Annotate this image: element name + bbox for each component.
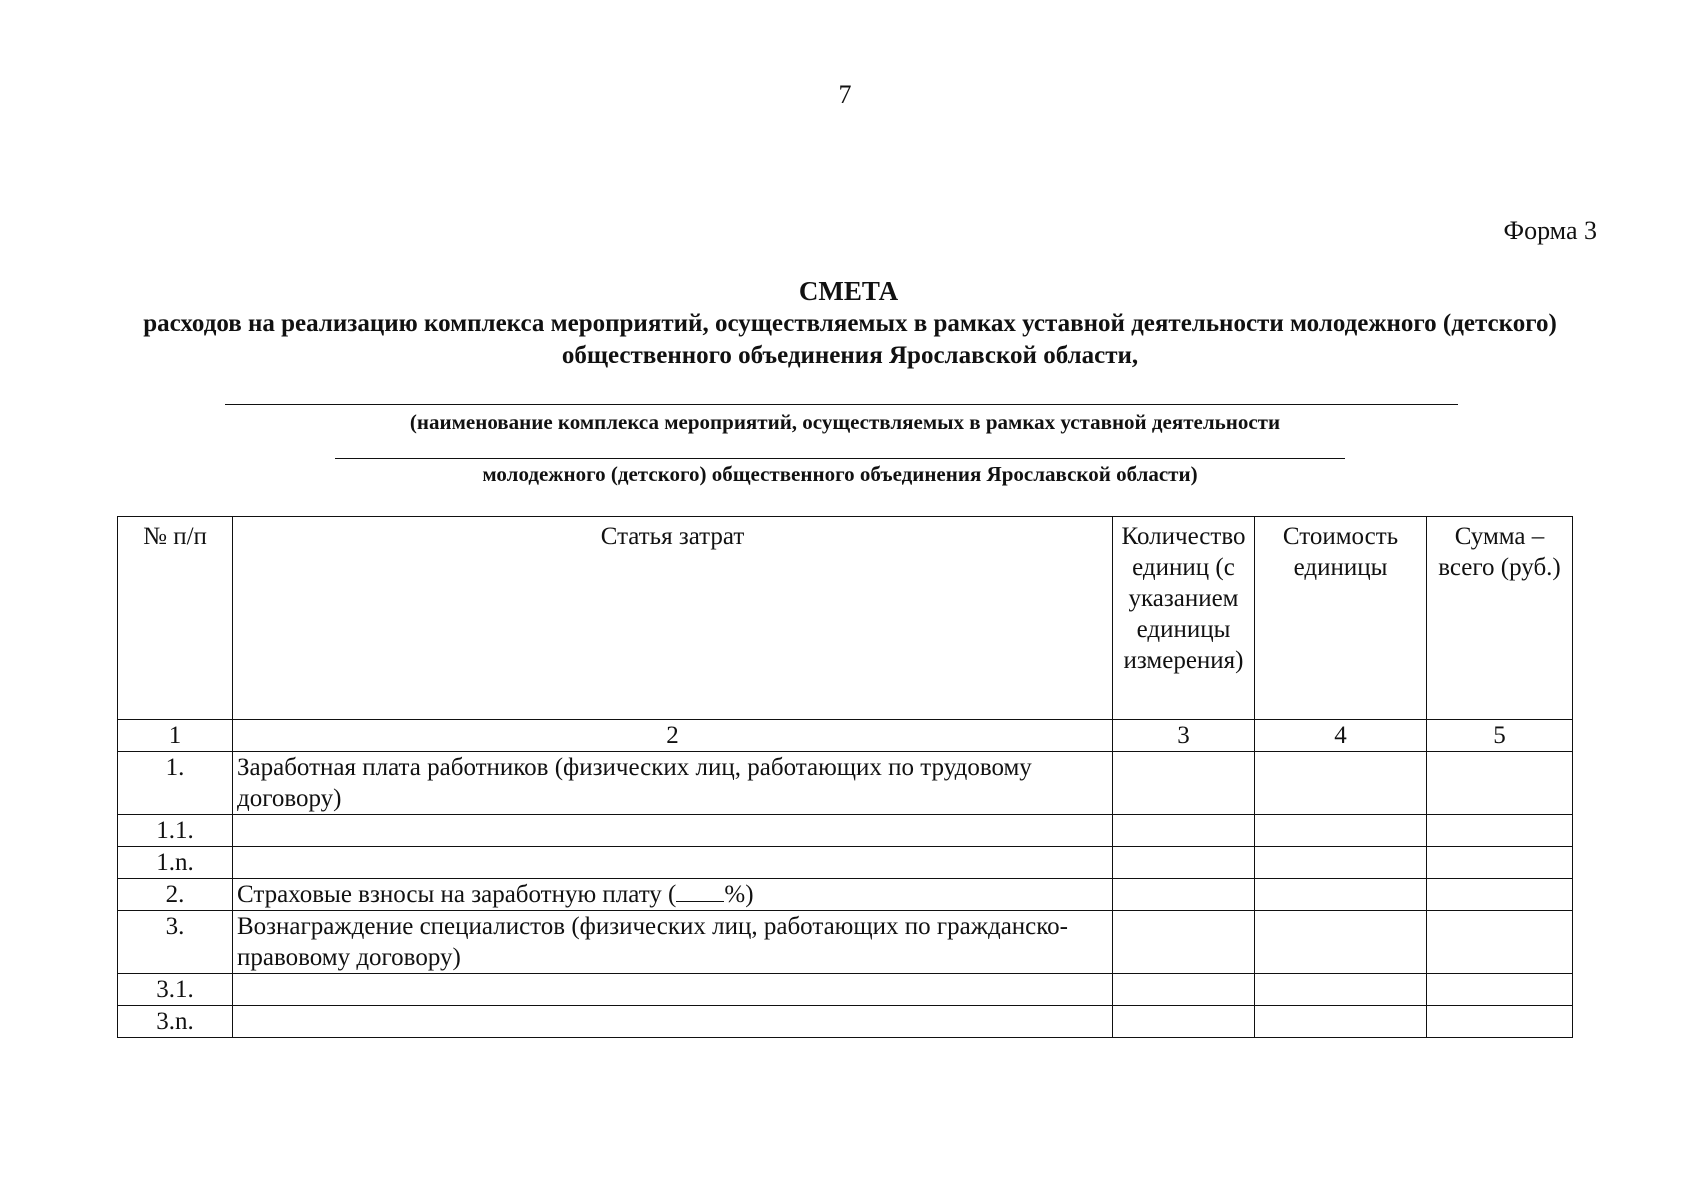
row-unit-cost-cell xyxy=(1255,911,1427,974)
row-number: 1.n. xyxy=(118,847,233,879)
row-number: 2. xyxy=(118,879,233,911)
table-row xyxy=(118,815,1573,847)
row-total-cell xyxy=(1427,815,1573,847)
estimate-table xyxy=(117,516,1573,1038)
row-cost-item: Заработная плата работников (физических лиц, работающих по трудовому договору) xyxy=(233,752,1113,815)
row-total-cell xyxy=(1427,752,1573,815)
row-total-cell xyxy=(1427,1006,1573,1038)
row-unit-cost-cell xyxy=(1255,974,1427,1006)
row-cost-item xyxy=(233,815,1113,847)
row-number: 1.1. xyxy=(118,815,233,847)
row-quantity-cell xyxy=(1113,815,1255,847)
header-total: Сумма – всего (руб.) xyxy=(1427,517,1573,720)
row-total-cell xyxy=(1427,974,1573,1006)
row-unit-cost-cell xyxy=(1255,1006,1427,1038)
row-cost-item xyxy=(233,879,1113,911)
row-quantity-cell xyxy=(1113,911,1255,974)
table-row xyxy=(118,1006,1573,1038)
insurance-text-before: Страховые взносы на заработную плату ( xyxy=(237,881,677,908)
document-subtitle: расходов на реализацию комплекса мероприятий, осуществляемых в рамках уставной деятельности молодежного (детского) общественного объединения Ярославской области, xyxy=(143,310,1557,369)
row-number: 3.1. xyxy=(118,974,233,1006)
row-quantity-cell xyxy=(1113,879,1255,911)
column-index: 4 xyxy=(1255,720,1427,752)
table-row xyxy=(118,879,1573,911)
header-cost-item: Статья затрат xyxy=(233,517,1113,720)
row-unit-cost-cell xyxy=(1255,847,1427,879)
row-number: 3. xyxy=(118,911,233,974)
page-number: 7 xyxy=(838,80,852,109)
row-cost-item xyxy=(233,974,1113,1006)
row-cost-item: Вознаграждение специалистов (физических лиц, работающих по гражданско-правовому договору) xyxy=(233,911,1113,974)
table-header-row xyxy=(118,517,1573,720)
row-unit-cost-cell xyxy=(1255,815,1427,847)
row-unit-cost-cell xyxy=(1255,879,1427,911)
row-number: 1. xyxy=(118,752,233,815)
row-cost-item xyxy=(233,1006,1113,1038)
percent-blank xyxy=(676,879,724,902)
column-index-row xyxy=(118,720,1573,752)
header-quantity: Количество единиц (с указанием единицы измерения) xyxy=(1113,517,1255,720)
row-quantity-cell xyxy=(1113,752,1255,815)
row-cost-item xyxy=(233,847,1113,879)
form-label: Форма 3 xyxy=(1503,216,1597,245)
row-unit-cost-cell xyxy=(1255,752,1427,815)
column-index: 5 xyxy=(1427,720,1573,752)
table-row xyxy=(118,974,1573,1006)
header-unit-cost: Стоимость единицы xyxy=(1255,517,1427,720)
row-quantity-cell xyxy=(1113,847,1255,879)
document-title: СМЕТА xyxy=(798,276,899,306)
row-total-cell xyxy=(1427,911,1573,974)
insurance-text-after: %) xyxy=(724,881,754,908)
column-index: 2 xyxy=(233,720,1113,752)
row-quantity-cell xyxy=(1113,974,1255,1006)
name-caption-2: молодежного (детского) общественного объединения Ярославской области) xyxy=(482,462,1198,486)
name-fill-line-2 xyxy=(335,458,1345,459)
table-row xyxy=(118,752,1573,815)
header-num: № п/п xyxy=(118,517,233,720)
row-quantity-cell xyxy=(1113,1006,1255,1038)
row-number: 3.n. xyxy=(118,1006,233,1038)
row-total-cell xyxy=(1427,847,1573,879)
name-fill-line-1 xyxy=(225,404,1458,405)
column-index: 1 xyxy=(118,720,233,752)
table-row xyxy=(118,911,1573,974)
table-row xyxy=(118,847,1573,879)
name-caption-1: (наименование комплекса мероприятий, осуществляемых в рамках уставной деятельности xyxy=(409,410,1281,434)
column-index: 3 xyxy=(1113,720,1255,752)
row-total-cell xyxy=(1427,879,1573,911)
